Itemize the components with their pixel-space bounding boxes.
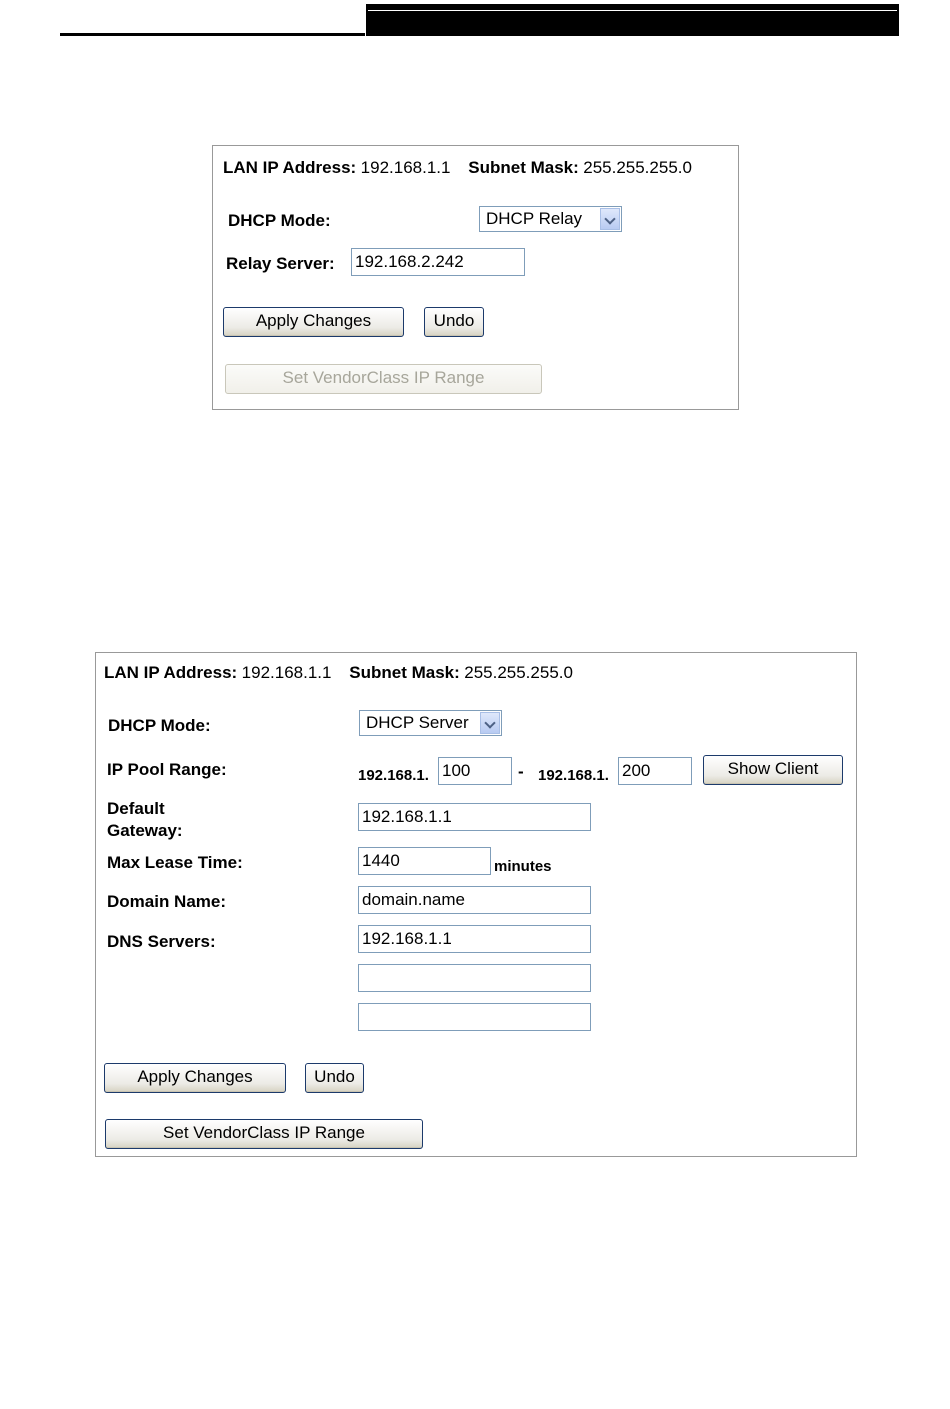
set-vendorclass-ip-range-button[interactable]: Set VendorClass IP Range <box>105 1119 423 1149</box>
lan-ip-value: 192.168.1.1 <box>360 158 451 177</box>
dhcp-mode-select[interactable] <box>359 710 502 736</box>
subnet-mask-value: 255.255.255.0 <box>464 663 573 682</box>
pool-start-prefix: 192.168.1. <box>358 767 429 784</box>
lan-ip-value: 192.168.1.1 <box>241 663 332 682</box>
lan-ip-label: LAN IP Address: <box>104 663 238 682</box>
dhcp-mode-selected: DHCP Server <box>366 713 469 732</box>
lease-unit-label: minutes <box>494 858 552 875</box>
subnet-mask-value: 255.255.255.0 <box>583 158 692 177</box>
dhcp-server-panel <box>95 652 857 1157</box>
dns-server-3-input[interactable] <box>358 1003 591 1031</box>
set-vendorclass-ip-range-button: Set VendorClass IP Range <box>225 364 542 394</box>
max-lease-time-input[interactable]: 1440 <box>358 847 491 875</box>
dhcp-mode-label: DHCP Mode: <box>108 716 211 735</box>
default-gateway-label-line2: Gateway: <box>107 821 183 840</box>
domain-name-label: Domain Name: <box>107 892 227 911</box>
default-gateway-label-line1: Default <box>107 799 165 818</box>
pool-start-input[interactable]: 100 <box>438 757 512 785</box>
subnet-mask-label: Subnet Mask: <box>468 158 579 177</box>
max-lease-time-label: Max Lease Time: <box>107 853 243 872</box>
apply-changes-button[interactable]: Apply Changes <box>223 307 404 337</box>
ip-pool-range-label: IP Pool Range: <box>107 760 227 779</box>
pool-range-dash: - <box>518 762 524 781</box>
default-gateway-input[interactable]: 192.168.1.1 <box>358 803 591 831</box>
show-client-button[interactable]: Show Client <box>703 755 843 785</box>
default-gateway-label <box>107 798 183 842</box>
relay-server-label: Relay Server: <box>226 254 335 273</box>
dns-servers-label: DNS Servers: <box>107 932 216 951</box>
header-rule <box>60 33 365 36</box>
dhcp-mode-label: DHCP Mode: <box>228 211 331 230</box>
header-bar <box>366 4 899 36</box>
subnet-mask-label: Subnet Mask: <box>349 663 460 682</box>
dhcp-mode-select[interactable] <box>479 206 622 232</box>
relay-server-input[interactable]: 192.168.2.242 <box>351 248 525 276</box>
lan-ip-label: LAN IP Address: <box>223 158 357 177</box>
lan-info-row <box>104 663 573 683</box>
apply-changes-button[interactable]: Apply Changes <box>104 1063 286 1093</box>
pool-end-prefix: 192.168.1. <box>538 767 609 784</box>
dhcp-relay-panel <box>212 145 739 410</box>
undo-button[interactable]: Undo <box>305 1063 364 1093</box>
undo-button[interactable]: Undo <box>424 307 484 337</box>
dhcp-mode-selected: DHCP Relay <box>486 209 583 228</box>
dns-server-2-input[interactable] <box>358 964 591 992</box>
chevron-down-icon[interactable] <box>600 208 620 230</box>
dns-server-1-input[interactable]: 192.168.1.1 <box>358 925 591 953</box>
lan-info-row <box>223 158 692 178</box>
domain-name-input[interactable]: domain.name <box>358 886 591 914</box>
pool-end-input[interactable]: 200 <box>618 757 692 785</box>
chevron-down-icon[interactable] <box>480 712 500 734</box>
